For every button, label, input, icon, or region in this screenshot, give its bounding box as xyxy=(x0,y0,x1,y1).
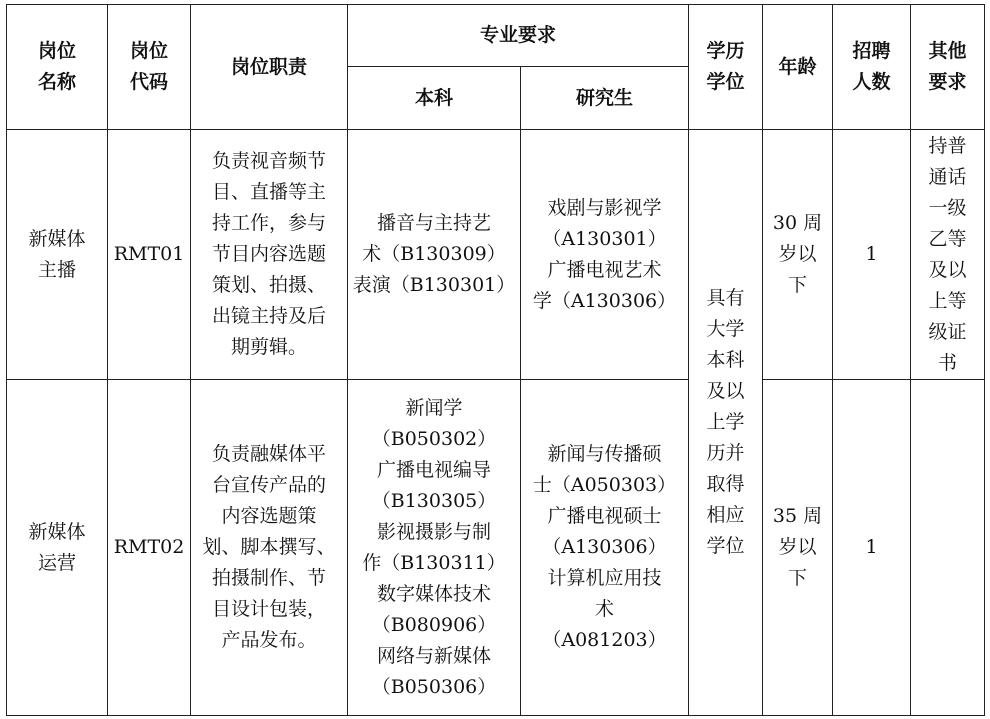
row1-other-requirements: 持普 通话 一级 乙等 及以 上等 级证 书 xyxy=(911,130,985,380)
row1-position-code: RMT01 xyxy=(108,130,191,380)
row2-undergrad-majors: 新闻学 （B050302） 广播电视编导 （B130305） 影视摄影与制 作（B130311） 数字媒体技术 （B080906） 网络与新媒体 （B050306） xyxy=(348,380,521,716)
row1-undergrad-majors: 播音与主持艺 术（B130309） 表演（B130301） xyxy=(348,130,521,380)
row2-graduate-majors: 新闻与传播硕 士（A050303） 广播电视硕士 （A130306） 计算机应用技 术 （A081203） xyxy=(521,380,689,716)
header-position-code: 岗位 代码 xyxy=(108,5,191,130)
shared-degree-requirement: 具有 大学 本科 及以 上学 历并 取得 相应 学位 xyxy=(689,130,763,716)
row2-recruit-count: 1 xyxy=(833,380,911,716)
recruitment-table xyxy=(6,4,985,716)
row1-recruit-count: 1 xyxy=(833,130,911,380)
header-degree: 学历 学位 xyxy=(689,5,763,130)
table-row xyxy=(7,380,985,716)
header-other-requirements: 其他 要求 xyxy=(911,5,985,130)
row1-age: 30 周 岁以 下 xyxy=(763,130,833,380)
header-age: 年龄 xyxy=(763,5,833,130)
row2-other-requirements xyxy=(911,380,985,716)
table-row xyxy=(7,130,985,380)
header-undergrad: 本科 xyxy=(348,67,521,130)
header-graduate: 研究生 xyxy=(521,67,689,130)
row2-position-name: 新媒体 运营 xyxy=(7,380,108,716)
header-position-name: 岗位 名称 xyxy=(7,5,108,130)
row1-duties: 负责视音频节 目、直播等主 持工作，参与 节目内容选题 策划、拍摄、 出镜主持及后 期剪辑。 xyxy=(191,130,348,380)
row2-duties: 负责融媒体平 台宣传产品的 内容选题策 划、脚本撰写、 拍摄制作、节 目设计包装， 产品发布。 xyxy=(191,380,348,716)
header-duties: 岗位职责 xyxy=(191,5,348,130)
row1-graduate-majors: 戏剧与影视学 （A130301） 广播电视艺术 学（A130306） xyxy=(521,130,689,380)
header-major-requirements: 专业要求 xyxy=(348,5,689,67)
row2-position-code: RMT02 xyxy=(108,380,191,716)
header-recruit-count: 招聘 人数 xyxy=(833,5,911,130)
row2-age: 35 周 岁以 下 xyxy=(763,380,833,716)
row1-position-name: 新媒体 主播 xyxy=(7,130,108,380)
